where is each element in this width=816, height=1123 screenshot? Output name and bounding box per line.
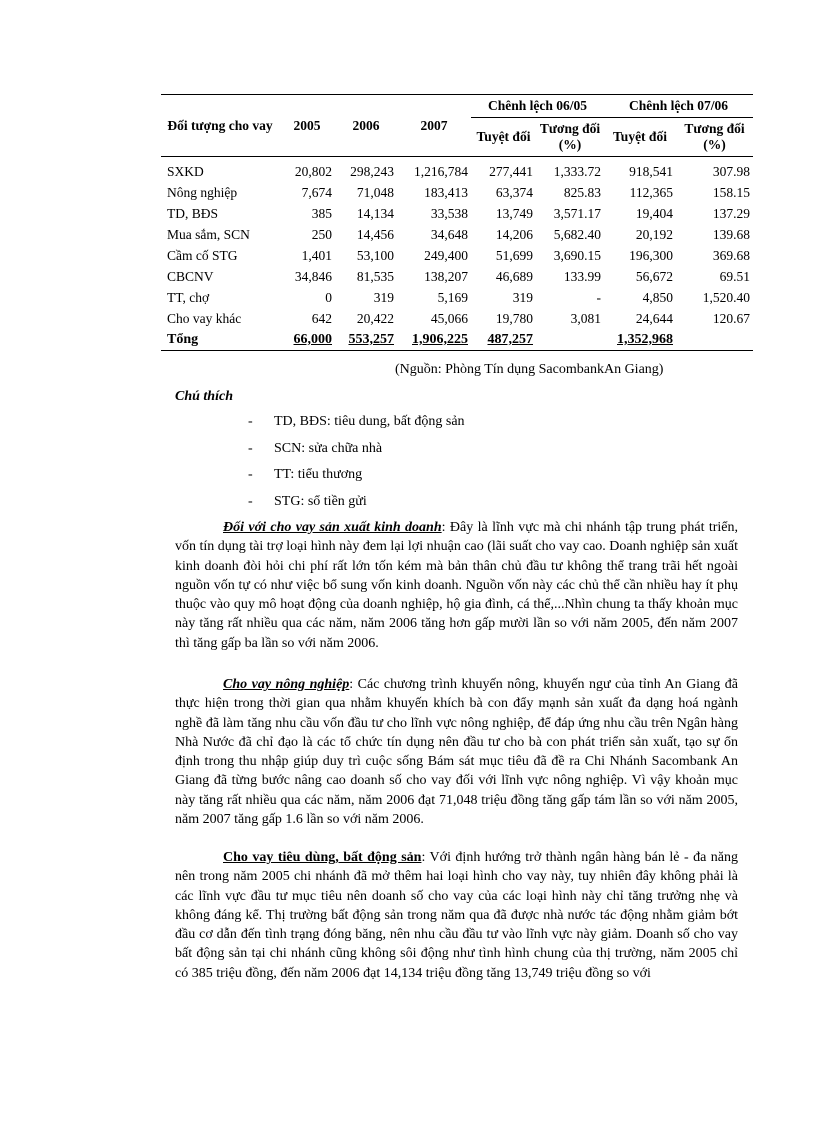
- list-item: [248, 467, 465, 494]
- cell-2007: 138,207: [424, 268, 468, 284]
- table-row: [161, 157, 753, 183]
- loan-table: [161, 94, 753, 351]
- cell-2007: 183,413: [424, 184, 468, 200]
- cell-rel-1: 5,682.40: [553, 226, 601, 242]
- cell-abs-2: 24,644: [635, 310, 673, 326]
- total-rel-1: [536, 329, 604, 351]
- table-row: [161, 308, 753, 329]
- header-2005: 2005: [279, 95, 335, 157]
- total-abs-2: 1,352,968: [604, 329, 676, 351]
- cell-abs-1: 63,374: [495, 184, 533, 200]
- cell-abs-2: 112,365: [629, 184, 673, 200]
- table-row: [161, 287, 753, 308]
- table-row: [161, 182, 753, 203]
- total-row: [161, 329, 753, 351]
- total-2007: 1,906,225: [397, 329, 471, 351]
- paragraph-heading: Cho vay nông nghiệp: [223, 677, 350, 692]
- cell-rel-2: 139.68: [712, 226, 750, 242]
- paragraph-body: : Các chương trình khuyến nông, khuyến ngư của tỉnh An Giang đã thực hiện trong thời gian qua nhằm khuyến khích bà con đẩy mạnh sản xuất đa dạng hoá ngành nghề đã làm tăng nhu cầu vốn đầu tư cho lĩnh vực nông nghiệp, để đáp ứng nhu cầu trên Ngân hàng Nhà Nước đã chỉ đạo là các tổ chức tín dụng nên đầu tư cho bà con phát triển sản xuất, tạo sự ổn định trong thu nhập giúp duy trì cuộc sống Bám sát mục tiêu đã đề ra Chi Nhánh Sacombank An Giang đã từng bước nâng cao doanh số cho vay đối với lĩnh vực nông nghiệp. Vì vậy khoản mục này tăng rất nhiều qua các năm, năm 2006 đạt 71,048 triệu đồng tăng gấp tám lần so với năm 2005, năm 2007 tăng gấp 1.6 lần so với năm 2006.: [175, 677, 738, 828]
- total-rel-2: [676, 329, 753, 351]
- row-name: TD, BĐS: [167, 205, 219, 221]
- header-2006: 2006: [335, 95, 397, 157]
- cell-rel-2: 307.98: [712, 163, 750, 179]
- cell-rel-1: 1,333.72: [553, 163, 601, 179]
- table-row: [161, 203, 753, 224]
- header-diff-06-05: Chênh lệch 06/05: [471, 95, 604, 118]
- cell-2006: 20,422: [356, 310, 394, 326]
- cell-2006: 81,535: [356, 268, 394, 284]
- header-subject: Đối tượng cho vay: [161, 95, 279, 157]
- notes-list: [248, 414, 465, 520]
- row-name: TT, chợ: [167, 289, 210, 305]
- cell-abs-2: 918,541: [629, 163, 673, 179]
- cell-2007: 34,648: [430, 226, 468, 242]
- paragraph-body: : Với định hướng trở thành ngân hàng bán lẻ - đa năng nên trong năm 2005 chi nhánh đã mở thêm hai loại hình cho vay này, tuy nhiên đây không phải là các lĩnh vực đầu tư mục tiêu nên doanh số cho vay của các loại hình này chỉ tăng trưởng nhẹ và không đáng kể. Thị trường bất động sản trong năm qua đã được nhà nước tác động nhằm giảm bớt đầu cơ dẫn đến tình trạng đóng băng, nên nhu cầu đầu tư vào lĩnh vực này giảm. Doanh số cho vay bất động sản tại chi nhánh cũng không sôi động như tình hình chung của thị trường, năm 2005 chỉ có 385 triệu đồng, đến năm 2006 đạt 14,134 triệu đồng tăng 13,749 triệu đồng so với: [175, 850, 738, 981]
- cell-abs-1: 51,699: [495, 247, 533, 263]
- cell-abs-1: 277,441: [489, 163, 533, 179]
- table-row: [161, 224, 753, 245]
- notes-title: Chú thích: [175, 389, 233, 404]
- cell-rel-2: 120.67: [712, 310, 750, 326]
- paragraph-heading: Cho vay tiêu dùng, bất động sản: [223, 850, 422, 865]
- cell-rel-2: 137.29: [712, 205, 750, 221]
- header-rel-1: Tương đối (%): [536, 118, 604, 157]
- total-2005: 66,000: [279, 329, 335, 351]
- cell-2005: 0: [325, 289, 332, 305]
- list-item: [248, 441, 465, 468]
- cell-abs-2: 4,850: [642, 289, 673, 305]
- cell-2005: 1,401: [301, 247, 332, 263]
- list-item: [248, 414, 465, 441]
- cell-abs-1: 46,689: [495, 268, 533, 284]
- cell-abs-1: 13,749: [495, 205, 533, 221]
- cell-2005: 20,802: [294, 163, 332, 179]
- paragraph-production-loans: [175, 518, 738, 653]
- row-name: Cầm cố STG: [167, 247, 238, 263]
- cell-rel-2: 1,520.40: [702, 289, 750, 305]
- dash: -: [248, 493, 253, 509]
- cell-2005: 385: [311, 205, 332, 221]
- cell-rel-1: -: [596, 289, 601, 305]
- table-row: [161, 245, 753, 266]
- total-abs-1: 487,257: [471, 329, 536, 351]
- header-rel-2: Tương đối (%): [676, 118, 753, 157]
- cell-abs-2: 20,192: [635, 226, 673, 242]
- cell-2005: 7,674: [301, 184, 332, 200]
- cell-rel-1: 825.83: [563, 184, 601, 200]
- cell-abs-1: 19,780: [495, 310, 533, 326]
- header-abs-2: Tuyệt đối: [604, 118, 676, 157]
- row-name: CBCNV: [167, 268, 214, 284]
- header-2007: 2007: [397, 95, 471, 157]
- cell-2006: 14,134: [356, 205, 394, 221]
- cell-2006: 319: [373, 289, 394, 305]
- dash: -: [248, 414, 253, 429]
- paragraph-heading: Đối với cho vay sản xuất kinh doanh: [223, 520, 442, 535]
- header-abs-1: Tuyệt đối: [471, 118, 536, 157]
- cell-2006: 298,243: [350, 163, 394, 179]
- cell-2005: 642: [311, 310, 332, 326]
- cell-rel-2: 158.15: [712, 184, 750, 200]
- cell-2005: 34,846: [294, 268, 332, 284]
- cell-abs-1: 319: [512, 289, 533, 305]
- note-text: SCN: sửa chữa nhà: [274, 440, 383, 456]
- paragraph-consumer-realestate-loans: [175, 848, 738, 983]
- row-name: SXKD: [167, 163, 204, 179]
- row-name: Mua sắm, SCN: [167, 226, 250, 242]
- cell-rel-1: 3,571.17: [553, 205, 601, 221]
- header-diff-07-06: Chênh lệch 07/06: [604, 95, 753, 118]
- cell-rel-1: 3,081: [570, 310, 601, 326]
- cell-2006: 71,048: [356, 184, 394, 200]
- cell-2006: 53,100: [356, 247, 394, 263]
- dash: -: [248, 467, 253, 482]
- cell-2007: 1,216,784: [414, 163, 468, 179]
- cell-abs-2: 196,300: [629, 247, 673, 263]
- cell-abs-2: 56,672: [635, 268, 673, 284]
- total-label: Tổng: [161, 329, 279, 351]
- cell-2006: 14,456: [356, 226, 394, 242]
- cell-2007: 5,169: [437, 289, 468, 305]
- table-row: [161, 266, 753, 287]
- paragraph-agriculture-loans: [175, 675, 738, 829]
- list-item: [248, 494, 465, 521]
- table-source: (Nguồn: Phòng Tín dụng SacombankAn Giang): [395, 362, 664, 377]
- paragraph-body: : Đây là lĩnh vực mà chi nhánh tập trung phát triển, vốn tín dụng tài trợ loại hình này đem lại lợi nhuận cao (lãi suất cho vay cao. Doanh nghiệp sản xuất kinh doanh đòi hỏi chi phí rất lớn tốn kém mà bản thân chủ đầu tư không thể trang trãi hết ngoài nguồn vốn tự có như việc bổ sung vốn kinh doanh. Nguồn vốn này các chủ thể cần nhiều hay ít phụ thuộc vào quy mô hoạt động của doanh nghiệp, hộ gia đình, cá thể,...Nhìn chung ta thấy khoản mục này tăng rất nhiều qua các năm, năm 2006 tăng hơn gấp mười lần so với năm 2005, đến năm 2007 thì tăng gấp ba lần so với năm 2006.: [175, 520, 739, 651]
- cell-rel-1: 3,690.15: [553, 247, 601, 263]
- cell-2007: 45,066: [430, 310, 468, 326]
- cell-rel-2: 369.68: [712, 247, 750, 263]
- cell-2007: 249,400: [424, 247, 468, 263]
- cell-2007: 33,538: [430, 205, 468, 221]
- cell-abs-2: 19,404: [635, 205, 673, 221]
- note-text: STG: sổ tiền gửi: [274, 493, 367, 509]
- cell-2005: 250: [311, 226, 332, 242]
- cell-rel-1: 133.99: [563, 268, 601, 284]
- row-name: Cho vay khác: [167, 310, 242, 326]
- note-text: TT: tiểu thương: [274, 467, 363, 482]
- row-name: Nông nghiệp: [167, 184, 238, 200]
- total-2006: 553,257: [335, 329, 397, 351]
- note-text: TD, BĐS: tiêu dung, bất động sản: [274, 414, 465, 429]
- cell-abs-1: 14,206: [495, 226, 533, 242]
- dash: -: [248, 440, 253, 456]
- cell-rel-2: 69.51: [719, 268, 750, 284]
